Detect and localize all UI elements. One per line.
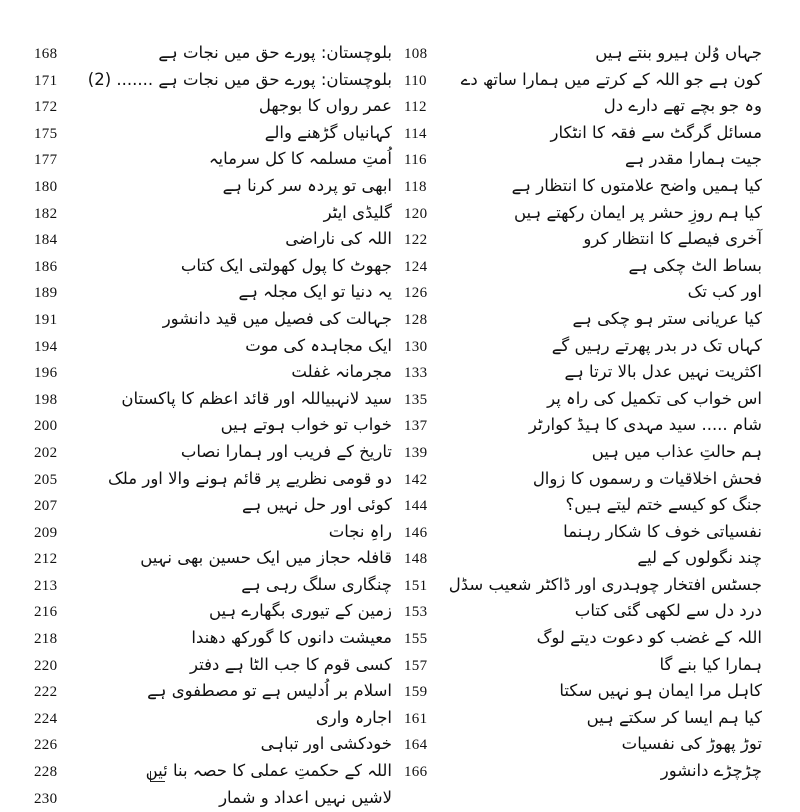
toc-page-number: 180 (34, 178, 58, 195)
toc-page-number: 161 (404, 710, 428, 727)
toc-entry[interactable] (34, 279, 396, 306)
toc-entry[interactable] (404, 758, 766, 785)
toc-entry-title: ایک مجاہدہ کی موت (245, 335, 392, 355)
toc-page-number: 135 (404, 391, 428, 408)
toc-entry-title: ابھی تو پردہ سر کرنا ہے (222, 175, 392, 195)
toc-entry[interactable] (34, 678, 396, 705)
toc-entry[interactable] (34, 200, 396, 227)
toc-entry[interactable] (404, 492, 766, 519)
toc-page-number: 171 (34, 72, 58, 89)
toc-page-number: 144 (404, 498, 428, 515)
toc-page-number: 108 (404, 46, 428, 62)
toc-entry[interactable] (34, 466, 396, 493)
toc-page-number: 191 (34, 311, 58, 328)
toc-page-number: 153 (404, 604, 428, 621)
toc-page-number: 186 (34, 258, 58, 275)
toc-entry[interactable] (34, 173, 396, 200)
toc-entry-title: بساط الٹ چکی ہے (628, 255, 762, 275)
toc-entry-title: دو قومی نظریے پر قائم ہونے والا اور ملک (108, 468, 392, 488)
toc-page-number: 112 (404, 99, 427, 116)
toc-entry[interactable] (34, 598, 396, 625)
toc-page-number: 220 (34, 657, 58, 674)
toc-page-number: 133 (404, 365, 428, 382)
toc-page-number: 157 (404, 657, 428, 674)
toc-entry[interactable] (404, 40, 766, 67)
toc-page-number: 224 (34, 710, 58, 727)
toc-entry[interactable] (404, 678, 766, 705)
toc-entry[interactable] (34, 306, 396, 333)
toc-page-number: 155 (404, 631, 428, 648)
toc-page-number: 159 (404, 684, 428, 701)
toc-page-number: 172 (34, 99, 58, 116)
toc-entry-title: اور کب تک (687, 282, 762, 302)
toc-entry[interactable] (404, 625, 766, 652)
toc-entry-title: اللہ کے غضب کو دعوت دیتے لوگ (536, 628, 762, 648)
toc-entry-title: کہانیاں گڑھنے والے (264, 122, 392, 142)
toc-entry-title: لاشیں نہیں اعداد و شمار (219, 787, 392, 807)
toc-entry-title: جہاں وُلن ہیرو بنتے ہیں (595, 43, 762, 62)
toc-entry-title: وہ جو بچے تھے دارے دل (603, 96, 762, 116)
toc-page-number: 184 (34, 232, 58, 249)
toc-entry-title: اس خواب کی تکمیل کی راہ پر (547, 388, 762, 408)
toc-entry[interactable] (404, 705, 766, 732)
toc-entry[interactable] (404, 306, 766, 333)
toc-entry[interactable] (404, 412, 766, 439)
toc-entry[interactable] (404, 652, 766, 679)
toc-page-number: 218 (34, 631, 58, 648)
toc-entry-title: کیا ہم ایسا کر سکتے ہیں (586, 707, 762, 727)
toc-entry-title: ہم حالتِ عذاب میں ہیں (591, 441, 762, 461)
toc-page-number: 128 (404, 311, 428, 328)
toc-page-number: 148 (404, 551, 428, 568)
toc-entry-title: کیا عریانی ستر ہو چکی ہے (572, 308, 762, 328)
toc-page-number: 216 (34, 604, 58, 621)
toc-entry-title: آخری فیصلے کا انتظار کرو (583, 229, 762, 249)
toc-entry[interactable] (34, 519, 396, 546)
toc-entry-title: ہمارا کیا بنے گا (659, 654, 762, 674)
toc-entry-title: کیا ہمیں واضح علامتوں کا انتظار ہے (511, 175, 762, 195)
toc-entry[interactable] (34, 93, 396, 120)
toc-entry-title: کہاں تک در بدر پھرتے رہیں گے (551, 335, 762, 355)
toc-page-number: 110 (404, 72, 427, 89)
toc-page-number: 189 (34, 285, 58, 302)
toc-entry-title: جنگ کو کیسے ختم لیتے ہیں؟ (565, 495, 762, 515)
toc-page-number: 175 (34, 125, 58, 142)
toc-entry-title: اللہ کے حکمتِ عملی کا حصہ بنا ئیں (145, 761, 392, 781)
toc-page-number: 114 (404, 125, 427, 142)
toc-page-number: 222 (34, 684, 58, 701)
toc-entry-title: راہِ نجات (328, 521, 392, 541)
toc-page-number: 213 (34, 577, 58, 594)
toc-entry-title: بلوچستان: پورے حق میں نجات ہے (158, 43, 392, 62)
toc-page-number: 120 (404, 205, 428, 222)
toc-entry[interactable] (404, 519, 766, 546)
toc-entry-title: مجرمانہ غفلت (291, 362, 392, 382)
toc-entry-title: چنگاری سلگ رہی ہے (241, 574, 392, 594)
toc-entry-title: اجارہ واری (315, 707, 392, 727)
toc-entry-title: کوئی اور حل نہیں ہے (241, 495, 392, 515)
toc-page-number: 116 (404, 152, 427, 169)
toc-entry-title: عمر رواں کا بوجھل (258, 96, 392, 116)
toc-entry-title: توڑ پھوڑ کی نفسیات (621, 734, 762, 754)
toc-page-number: 151 (404, 577, 428, 594)
left-column (34, 40, 396, 807)
toc-entry[interactable] (34, 386, 396, 413)
toc-entry-title: خواب تو خواب ہوتے ہیں (220, 415, 392, 435)
toc-page-number: 139 (404, 444, 428, 461)
toc-page-number: 146 (404, 524, 428, 541)
toc-entry[interactable] (404, 200, 766, 227)
toc-entry-title: کسی قوم کا جب الٹا ہے دفتر (190, 654, 392, 674)
toc-entry[interactable] (34, 625, 396, 652)
toc-page-number: 207 (34, 498, 58, 515)
toc-entry-title: اُمتِ مسلمہ کا کل سرمایہ (208, 149, 392, 169)
toc-entry[interactable] (34, 120, 396, 147)
toc-page-number: 137 (404, 418, 428, 435)
toc-entry-title: کیا ہم روزِ حشر پر ایمان رکھتے ہیں (514, 202, 762, 222)
toc-entry[interactable] (34, 545, 396, 572)
toc-entry-title: اکثریت نہیں عدل بالا ترتا ہے (564, 362, 762, 382)
toc-page-number: 202 (34, 444, 58, 461)
toc-entry[interactable] (404, 146, 766, 173)
toc-page-number: 196 (34, 365, 58, 382)
toc-entry[interactable] (34, 333, 396, 360)
toc-entry[interactable] (404, 253, 766, 280)
toc-page-number: 122 (404, 232, 428, 249)
toc-entry-title: جھوٹ کا پول کھولتی ایک کتاب (180, 255, 392, 275)
toc-entry[interactable] (404, 173, 766, 200)
toc-page-number: 177 (34, 152, 58, 169)
toc-entry-title: سید لانہبیاللہ اور قائد اعظم کا پاکستان (121, 388, 392, 408)
toc-entry[interactable] (34, 572, 396, 599)
toc-entry-title: معیشت دانوں کا گورکھ دھندا (191, 628, 392, 648)
toc-entry[interactable] (34, 439, 396, 466)
toc-entry[interactable] (404, 572, 766, 599)
toc-entry[interactable] (404, 67, 766, 94)
toc-entry-title: گلیڈی ایٹر (323, 202, 392, 222)
toc-entry[interactable] (34, 67, 396, 94)
page-corner-mark (150, 771, 165, 782)
toc-entry[interactable] (404, 93, 766, 120)
toc-entry-title: کاہل مرا ایمان ہو نہیں سکتا (559, 681, 762, 701)
toc-entry[interactable] (34, 731, 396, 758)
toc-entry-title: جہالت کی فصیل میں قید دانشور (162, 308, 392, 328)
toc-entry-title: زمین کے تیوری بگھارے ہیں (208, 601, 392, 621)
toc-page-number: 164 (404, 737, 428, 754)
toc-entry-title: تاریخ کے فریب اور ہمارا نصاب (180, 441, 392, 461)
toc-entry-title: مسائل گرگٹ سے فقہ کا انٹکار (550, 122, 762, 142)
toc-page-number: 205 (34, 471, 58, 488)
toc-entry-title: اسلام بر اُدلیس ہے تو مصطفوی ہے (147, 681, 392, 701)
toc-entry[interactable] (34, 40, 396, 67)
toc-entry[interactable] (404, 333, 766, 360)
toc-entry-title: نفسیاتی خوف کا شکار رہنما (563, 521, 762, 541)
toc-entry-title: بلوچستان: پورے حق میں نجات ہے ....... (2) (87, 69, 392, 89)
toc-entry[interactable] (34, 226, 396, 253)
toc-entry[interactable] (34, 412, 396, 439)
toc-entry[interactable] (34, 359, 396, 386)
toc-page-number: 194 (34, 338, 58, 355)
toc-entry[interactable] (404, 466, 766, 493)
toc-entry[interactable] (34, 146, 396, 173)
toc-entry[interactable] (34, 785, 396, 812)
toc-entry-title: یہ دنیا تو ایک مجلہ ہے (238, 282, 392, 302)
toc-page-number: 166 (404, 764, 428, 781)
toc-entry[interactable] (34, 652, 396, 679)
toc-entry[interactable] (404, 598, 766, 625)
toc-page-number: 198 (34, 391, 58, 408)
toc-entry[interactable] (34, 705, 396, 732)
toc-page-number: 130 (404, 338, 428, 355)
toc-entry[interactable] (404, 359, 766, 386)
toc-entry-title: فحش اخلاقیات و رسموں کا زوال (532, 468, 762, 488)
toc-entry-title: چند نگولوں کے لیے (637, 548, 762, 568)
toc-page-number: 168 (34, 46, 58, 62)
toc-entry-title: درد دل سے لکھی گئی کتاب (574, 601, 762, 621)
toc-page-number: 126 (404, 285, 428, 302)
toc-entry-title: قافلہ حجاز میں ایک حسین بھی نہیں (140, 548, 392, 568)
toc-entry-title: جیت ہمارا مقدر ہے (624, 149, 762, 169)
toc-entry-title: جسٹس افتخار چوہدری اور ڈاکٹر شعیب سڈل (448, 574, 762, 594)
toc-page-number: 230 (34, 790, 58, 807)
toc-entry[interactable] (404, 731, 766, 758)
toc-entry-title: شام ..... سید مہدی کا ہیڈ کوارٹر (528, 415, 762, 435)
toc-entry[interactable] (404, 279, 766, 306)
right-column (404, 40, 766, 781)
toc-entry[interactable] (404, 386, 766, 413)
toc-entry-title: چڑچڑے دانشور (660, 761, 762, 781)
toc-entry[interactable] (404, 439, 766, 466)
toc-columns (34, 40, 766, 807)
toc-page-number: 182 (34, 205, 58, 222)
toc-entry-title: اللہ کی ناراضی (285, 229, 392, 249)
toc-page-number: 226 (34, 737, 58, 754)
toc-page-number: 212 (34, 551, 58, 568)
toc-page-number: 124 (404, 258, 428, 275)
toc-page-number: 209 (34, 524, 58, 541)
toc-entry[interactable] (404, 545, 766, 572)
toc-entry[interactable] (404, 120, 766, 147)
toc-entry[interactable] (34, 253, 396, 280)
toc-page-number: 228 (34, 764, 58, 781)
toc-page-number: 200 (34, 418, 58, 435)
toc-page-number: 118 (404, 178, 427, 195)
toc-entry-title: کون ہے جو اللہ کے کرتے میں ہمارا ساتھ دے (460, 69, 762, 89)
toc-page-number: 142 (404, 471, 428, 488)
toc-entry[interactable] (34, 492, 396, 519)
toc-entry-title: خودکشی اور تباہی (260, 734, 392, 754)
toc-entry[interactable] (404, 226, 766, 253)
toc-entry[interactable] (34, 758, 396, 785)
